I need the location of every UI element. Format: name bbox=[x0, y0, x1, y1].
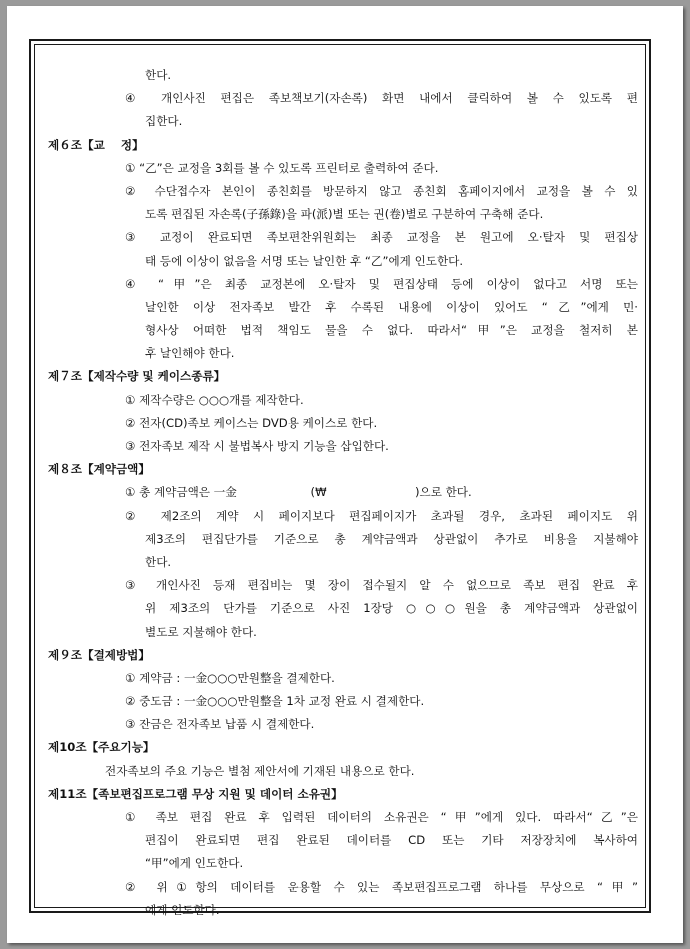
text-line: 한다. bbox=[145, 68, 172, 82]
text-line: ③ 전자족보 제작 시 불법복사 방지 기능을 삽입한다. bbox=[125, 439, 389, 453]
text-line: 별도로 지불해야 한다. bbox=[145, 624, 257, 639]
text-line: ① “乙”은 교정을 3회를 볼 수 있도록 프린터로 출력하여 준다. bbox=[125, 160, 439, 175]
text-line: ② 전자(CD)족보 케이스는 DVD용 케이스로 한다. bbox=[125, 415, 378, 430]
text-line: ② 위①항의 데이터를 운용할 수 있는 족보편집프로그램 하나를 무상으로 “甲” bbox=[125, 879, 638, 894]
contract-text bbox=[48, 64, 638, 922]
article-heading: 제６조【교 정】 bbox=[48, 137, 144, 152]
text-line: 태 등에 이상이 없음을 서명 또는 날인한 후 “乙”에게 인도한다. bbox=[145, 253, 464, 268]
article-heading: 제11조【족보편집프로그램 무상 지원 및 데이터 소유권】 bbox=[48, 786, 343, 801]
text-line: ② 중도금 : 一金○○○만원整을 1차 교정 완료 시 결제한다. bbox=[125, 694, 425, 709]
text-line: 집한다. bbox=[145, 114, 183, 129]
text-line: ① 족보 편집 완료 후 입력된 데이터의 소유권은 “甲”에게 있다. 따라서“乙”은 bbox=[125, 810, 638, 824]
text-line: 편집이 완료되면 편집 완료된 데이터를 CD 또는 기타 저장장치에 복사하여 bbox=[145, 833, 638, 848]
text-line: ① 계약금 : 一金○○○만원整을 결제한다. bbox=[125, 670, 335, 685]
article-heading: 제９조【결제방법】 bbox=[48, 647, 150, 662]
text-line: 전자족보의 주요 기능은 별첨 제안서에 기재된 내용으로 한다. bbox=[105, 763, 415, 778]
text-line: 도록 편집된 자손록(子孫錄)을 파(派)별 또는 권(卷)별로 구분하여 구축해 준다. bbox=[145, 207, 544, 222]
text-line: 형사상 어떠한 법적 책임도 물을 수 없다. 따라서“甲”은 교정을 철저히 본 bbox=[145, 323, 638, 338]
text-line: 후 날인해야 한다. bbox=[145, 346, 235, 361]
text-line: 한다. bbox=[145, 554, 172, 569]
text-line: ① 총 계약금액은 一金 (₩ )으로 한다. bbox=[125, 485, 472, 500]
text-line: ② 수단접수자 본인이 종친회를 방문하지 않고 종친회 홈페이지에서 교정을 볼 수 있 bbox=[125, 183, 638, 198]
text-line: “甲”에게 인도한다. bbox=[145, 856, 244, 871]
article-heading: 제10조【주요기능】 bbox=[48, 740, 155, 755]
article-heading: 제７조【제작수량 및 케이스종류】 bbox=[48, 369, 226, 384]
text-line: ① 제작수량은 ○○○개를 제작한다. bbox=[125, 392, 304, 407]
text-line: 날인한 이상 전자족보 발간 후 수록된 내용에 이상이 있어도 “乙”에게 민· bbox=[145, 299, 638, 314]
text-line: ③ 잔금은 전자족보 납품 시 결제한다. bbox=[125, 717, 315, 732]
text-line: ③ 개인사진 등재 편집비는 몇 장이 접수될지 알 수 없으므로 족보 편집 완료 후 bbox=[125, 578, 638, 593]
text-line: ④ “甲”은 최종 교정본에 오·탈자 및 편집상태 등에 이상이 없다고 서명 또는 bbox=[125, 276, 638, 291]
text-line: ④ 개인사진 편집은 족보책보기(자손록) 화면 내에서 클릭하여 볼 수 있도록 편 bbox=[125, 91, 638, 106]
text-line: 제3조의 편집단가를 기준으로 총 계약금액과 상관없이 추가로 비용을 지불해야 bbox=[145, 531, 638, 546]
text-line: 에게 인도한다. bbox=[145, 902, 220, 917]
text-line: ② 제2조의 계약 시 페이지보다 편집페이지가 초과될 경우, 초과된 페이지도 위 bbox=[125, 508, 638, 523]
text-line: 위 제3조의 단가를 기준으로 사진 1장당 ○○○원을 총 계약금액과 상관없이 bbox=[145, 601, 638, 616]
text-line: ③ 교정이 완료되면 족보편찬위원회는 최종 교정을 본 원고에 오·탈자 및 편집상 bbox=[125, 230, 638, 245]
article-heading: 제８조【계약금액】 bbox=[48, 462, 150, 477]
